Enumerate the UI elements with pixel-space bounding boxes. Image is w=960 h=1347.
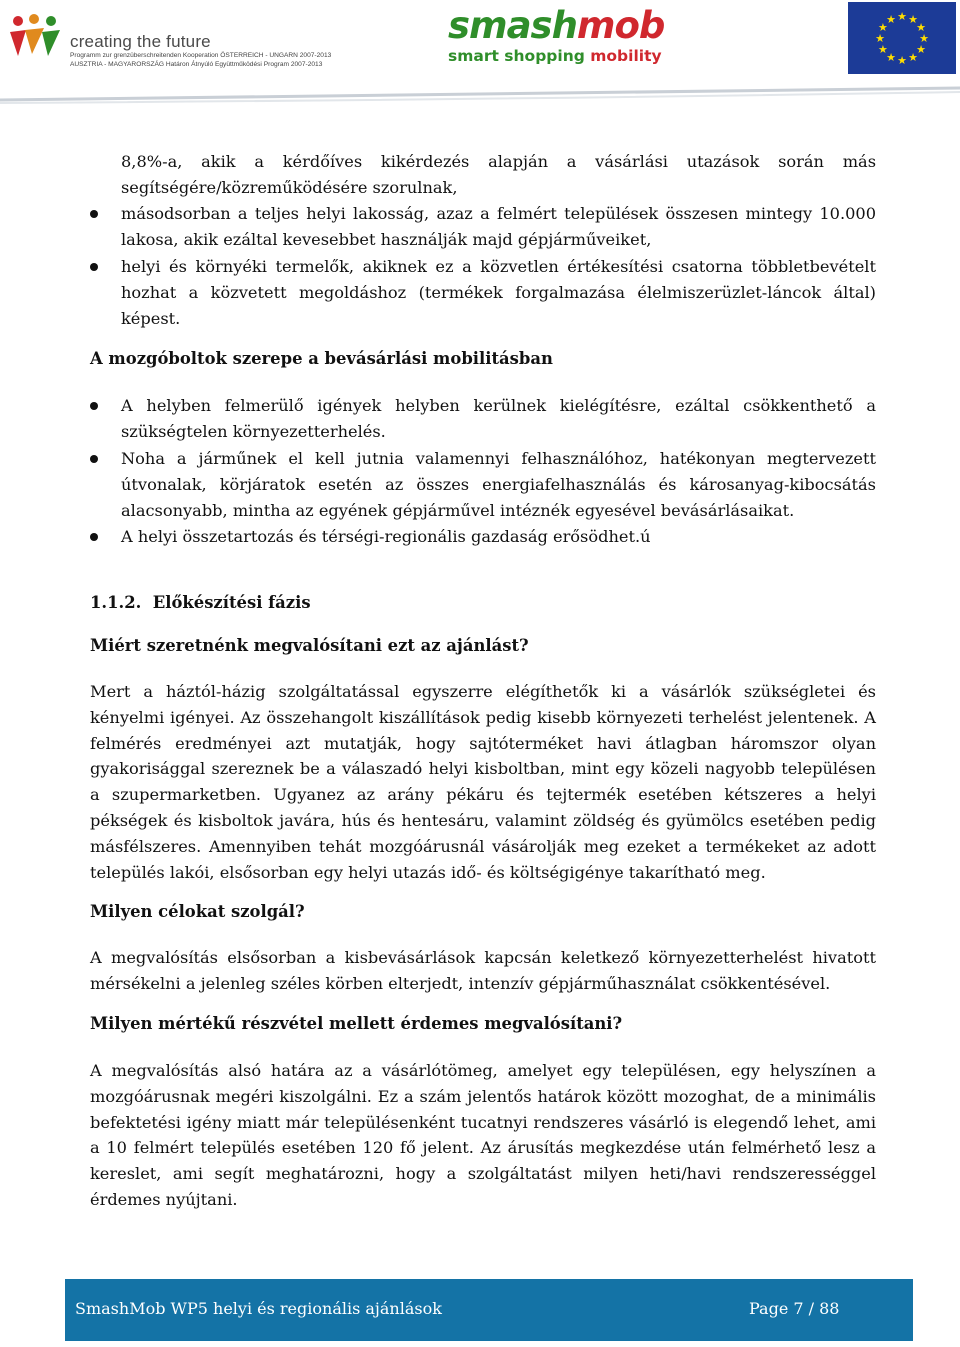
question-heading: Milyen mértékű részvétel mellett érdemes megvalósítani? xyxy=(90,1014,623,1033)
list-item-text: Noha a járműnek el kell jutnia valamennyi felhasználóhoz, hatékonyan megtervezett útvonalak, körjáratok esetén az összes energiafelhasználás és károsanyag-kibocsátás alacsonyabb, mintha az egyének gépjárművel intéznék egyesével bevásárlásaikat. xyxy=(121,449,876,520)
tagline-part-2: mobility xyxy=(590,47,662,65)
header-swoosh-divider xyxy=(0,66,960,106)
bullet-icon xyxy=(90,402,98,410)
eu-star-icon: ★ xyxy=(897,10,907,23)
people-figures-icon xyxy=(8,12,64,60)
eu-flag-icon xyxy=(848,2,956,74)
list-item xyxy=(121,149,876,201)
eu-star-icon: ★ xyxy=(875,32,885,45)
list-item xyxy=(121,524,876,550)
paragraph xyxy=(90,1058,876,1213)
list-item-text: másodsorban a teljes helyi lakosság, azaz a felmért települések összesen mintegy 10.000 lakosa, akik ezáltal kevesebbet használják majd gépjárműveiket, xyxy=(121,204,876,249)
list-item-text: A helyben felmerülő igények helyben kerülnek kielégítésre, ezáltal csökkenthető a szükségtelen környezetterhelés. xyxy=(121,396,876,441)
eu-star-icon: ★ xyxy=(919,32,929,45)
list-item xyxy=(121,254,876,331)
smashmob-tagline xyxy=(448,47,668,65)
list-item xyxy=(121,393,876,445)
eu-star-icon: ★ xyxy=(878,21,888,34)
eu-star-icon: ★ xyxy=(897,54,907,67)
eu-star-icon: ★ xyxy=(908,12,918,26)
tagline-part-1: smart shopping xyxy=(448,47,591,65)
page-footer xyxy=(65,1279,913,1341)
creating-the-future-logo xyxy=(8,8,332,68)
section-heading: A mozgóboltok szerepe a bevásárlási mobilitásban xyxy=(90,349,553,368)
eu-star-icon: ★ xyxy=(878,43,888,56)
eu-star-icon: ★ xyxy=(908,51,918,65)
bullet-icon xyxy=(90,263,98,271)
brand-part-2: mob xyxy=(576,4,665,47)
bullet-icon xyxy=(90,210,98,218)
cf-title: creating the future xyxy=(70,32,211,51)
list-item xyxy=(121,201,876,253)
question-heading: Milyen célokat szolgál? xyxy=(90,902,305,921)
section-name: Előkészítési fázis xyxy=(152,593,311,612)
cf-program-line-2: AUSZTRIA - MAGYARORSZÁG Határon Átnyúló Együttműködési Program 2007-2013 xyxy=(70,61,323,68)
list-item-text: 8,8%-a, akik a kérdőíves kikérdezés alapján a vásárlási utazások során más segítségére/közreműködésére szorulnak, xyxy=(121,152,876,197)
eu-star-icon: ★ xyxy=(886,12,896,26)
paragraph xyxy=(90,945,876,997)
question-heading: Miért szeretnénk megvalósítani ezt az ajánlást? xyxy=(90,636,529,655)
bullet-icon xyxy=(90,533,98,541)
bullet-icon xyxy=(90,455,98,463)
smashmob-brand xyxy=(448,6,668,46)
page-header xyxy=(0,0,960,105)
list-item-text: helyi és környéki termelők, akiknek ez a közvetlen értékesítési csatorna többletbevételt hozhat a közvetett megoldáshoz (termékek forgalmazása élelmiszerüzlet-láncok által) képest. xyxy=(121,257,876,328)
list-item-text: A helyi összetartozás és térségi-regionális gazdaság erősödhet.ú xyxy=(121,527,651,546)
eu-star-icon: ★ xyxy=(916,21,926,34)
brand-part-1: smash xyxy=(448,4,577,47)
eu-star-icon: ★ xyxy=(916,43,926,56)
cf-program-line-1: Programm zur grenzüberschreitenden Kooperation ÖSTERREICH - UNGARN 2007-2013 xyxy=(70,52,332,59)
eu-star-icon: ★ xyxy=(886,51,896,65)
paragraph xyxy=(90,679,876,885)
footer-document-title: SmashMob WP5 helyi és regionális ajánlások xyxy=(75,1299,442,1318)
paragraph-text: A megvalósítás elsősorban a kisbevásárlások kapcsán keletkező környezetterhelést hivatott mérsékelni a jelenleg széles körben elterjedt, intenzív gépjárműhasználat csökkentésével. xyxy=(90,948,876,993)
footer-page-number: Page 7 / 88 xyxy=(749,1299,840,1318)
section-number: 1.1.2. xyxy=(90,593,142,612)
list-item xyxy=(121,446,876,523)
section-title xyxy=(90,593,311,612)
paragraph-text: Mert a háztól-házig szolgáltatással egyszerre elégíthetők ki a vásárlók szükségletei és kényelmi igényei. Az összehangolt kiszállítások pedig kisebb környezeti terhelést jelentenek. A felmérés eredményei azt mutatják, hogy sajtóterméket havi átlagban háromszor olyan gyakorisággal szereznek be a válaszadó helyi kisboltban, mint egy közeli nagyobb településen a szupermarketben. Ugyanez az arány pékáru és tejtermék esetében kétszeres a helyi pékségek és kisboltok javára, hús és hentesáru, valamint zöldség és gyümölcs esetében pedig másfélszeres. Amennyiben tehát mozgóárusnál vásárolják meg ezeket a termékeket az adott település lakói, elsősorban egy helyi utazás idő- és költségigénye takarítható meg. xyxy=(90,682,876,882)
paragraph-text: A megvalósítás alsó határa az a vásárlótömeg, amelyet egy településen, egy helyszínen a mozgóárusnak megéri kiszolgálni. Ez a szám jelentős határok között mozoghat, de a minimális befektetési igény miatt már településenként tucatnyi rendszeres vásárló is elegendő lehet, ami a 10 felmért település esetében 120 fő jelent. Az árusítás megkezdése után felmérhető lesz a kereslet, ami segít meghatározni, hogy a szolgáltatást milyen heti/havi rendszerességgel érdemes nyújtani. xyxy=(90,1061,876,1209)
